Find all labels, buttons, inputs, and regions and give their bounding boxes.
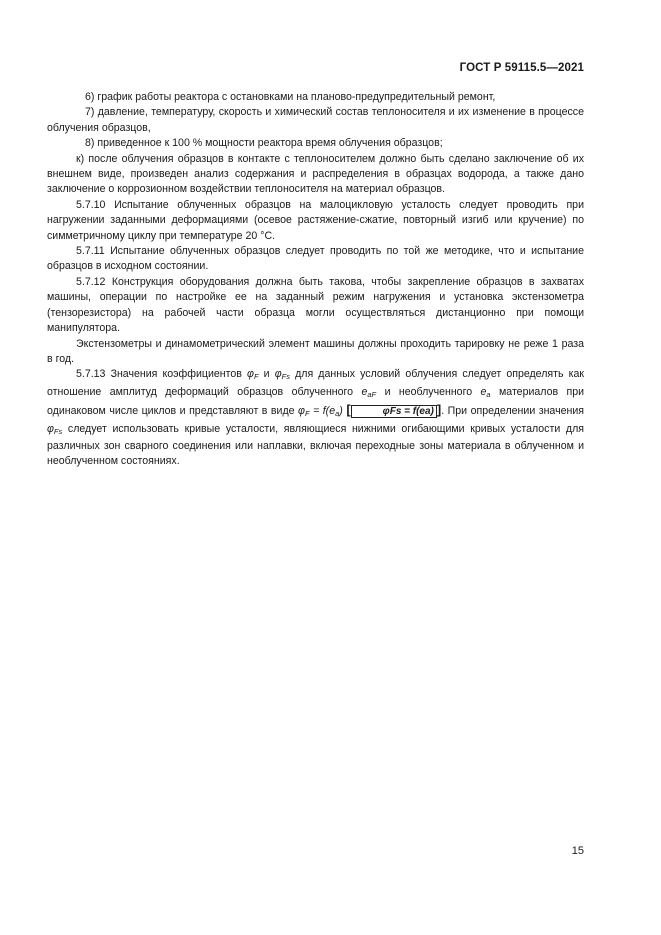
- e-symbol-2: e: [480, 385, 487, 398]
- conjunction-and: и: [263, 368, 270, 381]
- list-item-7: 7) давление, температуру, скорость и химический состав теплоносителя и их изменение в процессе облучения образцов,: [47, 106, 584, 134]
- list-item-8: 8) приведенное к 100 % мощности реактора время облучения образцов;: [85, 137, 443, 150]
- boxed-formula: φFs = f(ea): [351, 405, 437, 418]
- equation-part: = f(: [313, 405, 330, 418]
- clause-5-7-13: [47, 367, 584, 469]
- clause-5-7-13-part-f: следует использовать кривые усталости, являющиеся нижними огибающими кривых усталости для различных зон сварного соединения или наплавки, включая переходные зоны материала в облученном и необлученном состояниях.: [47, 422, 584, 468]
- clause-5-7-13-part-b: для данных условий облучения следует определять как отношение амплитуд деформаций образцов облученного: [47, 368, 585, 398]
- standard-code: ГОСТ Р 59115.5—2021: [459, 62, 584, 74]
- clause-5-7-13-part-c: и необлученного: [384, 385, 473, 398]
- e-symbol-3: e: [329, 405, 336, 418]
- bracket-close: ]: [436, 402, 442, 418]
- subscript-aF: aF: [367, 389, 377, 399]
- list-item-6: 6) график работы реактора с остановками на планово-предупредительный ремонт,: [85, 91, 496, 103]
- subscript-a-2: a: [335, 409, 340, 419]
- phi-symbol-4: φ: [47, 422, 54, 435]
- subscript-F-2: F: [304, 409, 310, 419]
- bracket-open: [: [346, 402, 351, 418]
- e-symbol: e: [361, 385, 368, 398]
- clause-5-7-12: 5.7.12 Конструкция оборудования должна быть такова, чтобы закрепление образцов в захватах машины, операции по настройке ее на заданный режим нагружения и установка экстензометра (тензорезистора) на рабочей части образца могли осуществляться дистанционно при помощи манипулятора.: [47, 275, 584, 335]
- document-body: [47, 90, 584, 470]
- phi-symbol-3: φ: [298, 405, 305, 418]
- clause-5-7-13-part-d: материалов при одинаковом числе циклов и представляют в виде: [47, 385, 585, 418]
- subscript-Fs: Fs: [281, 372, 290, 382]
- extensometer-paragraph: Экстензометры и динамометрический элемент машины должны проходить тарировку не реже 1 раза в год.: [47, 337, 584, 365]
- clause-5-7-10: 5.7.10 Испытание облученных образцов на малоцикловую усталость следует проводить при нагружении заданными деформациями (осевое растяжение-сжатие, повторный изгиб или кручение) по симметричному циклу при температуре 20 °С.: [47, 198, 584, 242]
- equation-close: ): [339, 405, 343, 418]
- clause-5-7-13-intro: 5.7.13 Значения коэффициентов: [76, 368, 242, 381]
- clause-5-7-11: 5.7.11 Испытание облученных образцов следует проводить по той же методике, что и испытание образцов в исходном состоянии.: [47, 245, 584, 273]
- page-number: 15: [571, 845, 584, 857]
- subscript-F: F: [253, 372, 259, 382]
- phi-symbol-2: φ: [274, 368, 282, 381]
- list-item-k: к) после облучения образцов в контакте с теплоносителем должно быть сделано заключение об их внешнем виде, произведен анализ содержания и распределения в образцах водорода, а также дано заключение о коррозионном воздействии теплоносителя на материал образцов.: [47, 152, 584, 196]
- clause-5-7-13-part-e: . При определении значения: [441, 405, 585, 418]
- phi-symbol: φ: [247, 368, 254, 381]
- subscript-a: a: [486, 389, 491, 399]
- subscript-Fs-2: Fs: [53, 426, 63, 436]
